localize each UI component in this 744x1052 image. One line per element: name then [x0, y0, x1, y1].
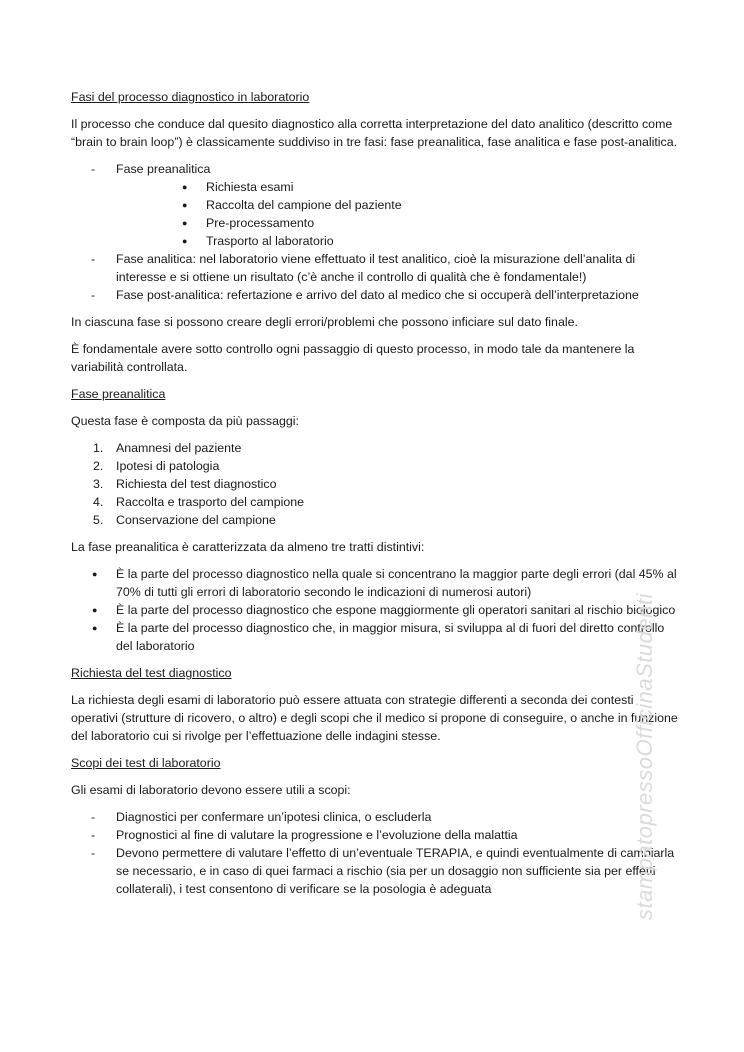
bullet-item-text: È la parte del processo diagnostico che, in maggior misura, si sviluppa al di fuori del diretto controllo del laboratorio: [116, 621, 665, 653]
phases-list: [71, 160, 683, 304]
number-marker: 3.: [93, 477, 104, 491]
dash-marker: -: [91, 288, 96, 302]
paragraph: Questa fase è composta da più passaggi:: [71, 414, 299, 428]
number-marker: 4.: [93, 495, 104, 509]
list-item-text: Fase preanalitica: [116, 162, 211, 176]
document-page: [71, 88, 683, 907]
number-marker: 2.: [93, 459, 104, 473]
list-item-text: Fase analitica: nel laboratorio viene effettuato il test analitico, cioè la misurazione dell’analita di interesse e si ottiene un risultato (c’è anche il controllo di qualità che è fondamentale!): [116, 252, 636, 284]
number-marker: 1.: [93, 441, 104, 455]
dash-marker: -: [91, 162, 96, 176]
bullet-item-text: È la parte del processo diagnostico che espone maggiormente gli operatori sanitari al rischio biologico: [116, 603, 676, 617]
paragraph: Gli esami di laboratorio devono essere utili a scopi:: [71, 783, 351, 797]
traits-list: [71, 565, 683, 655]
sub-list-item: [116, 214, 683, 232]
section-heading: Richiesta del test diagnostico: [71, 666, 232, 680]
sub-list-item-text: Pre-processamento: [206, 216, 315, 230]
watermark: stampatopressoOfficinaStudenti: [632, 593, 657, 920]
list-item-text: Diagnostici per confermare un’ipotesi clinica, o escluderla: [116, 810, 432, 824]
bullet-marker: ●: [182, 200, 188, 210]
paragraph: È fondamentale avere sotto controllo ogni passaggio di questo processo, in modo tale da mantenere la variabilità controllata.: [71, 342, 635, 374]
number-marker: 5.: [93, 513, 104, 527]
dash-marker: -: [91, 828, 96, 842]
bullet-item-text: È la parte del processo diagnostico nella quale si concentrano la maggior parte degli errori (dal 45% al 70% di tutti gli errori di laboratorio secondo le indicazioni di numerosi autori): [116, 567, 677, 599]
numbered-item-text: Conservazione del campione: [116, 513, 276, 527]
numbered-item-text: Richiesta del test diagnostico: [116, 477, 277, 491]
section-heading: Fasi del processo diagnostico in laboratorio: [71, 90, 310, 104]
sub-list-item: [116, 232, 683, 250]
numbered-item: [71, 493, 683, 511]
list-item: [71, 826, 683, 844]
sub-list-item-text: Richiesta esami: [206, 180, 294, 194]
numbered-item-text: Ipotesi di patologia: [116, 459, 220, 473]
list-item-text: Devono permettere di valutare l’effetto di un’eventuale TERAPIA, e quindi eventualmente di cambiarla se necessario, e in caso di quei farmaci a rischio (sia per un dosaggio non sufficiente sia per effetti collaterali), i test consentono di verificare se la posologia è adeguata: [116, 846, 675, 896]
bullet-item: [71, 619, 683, 655]
sub-list-item: [116, 196, 683, 214]
paragraph: La richiesta degli esami di laboratorio può essere attuata con strategie differenti a seconda dei contesti operativi (strutture di ricovero, o altro) e degli scopi che il medico si propone di conseguire, o anche in funzione del laboratorio cui si rivolge per l’effettuazione delle indagini stesse.: [71, 693, 678, 743]
paragraph: In ciascuna fase si possono creare degli errori/problemi che possono inficiare sul dato finale.: [71, 315, 578, 329]
list-item: [71, 844, 683, 898]
purposes-list: [71, 808, 683, 898]
list-item-text: Prognostici al fine di valutare la progressione e l’evoluzione della malattia: [116, 828, 518, 842]
numbered-item-text: Raccolta e trasporto del campione: [116, 495, 305, 509]
dash-marker: -: [91, 846, 96, 860]
list-item: [71, 286, 683, 304]
section-heading: Scopi dei test di laboratorio: [71, 756, 221, 770]
numbered-item: [71, 439, 683, 457]
section-heading: Fase preanalitica: [71, 387, 166, 401]
list-item: [71, 808, 683, 826]
list-item: [71, 250, 683, 286]
list-item: [71, 160, 683, 250]
sub-list-item-text: Raccolta del campione del paziente: [206, 198, 402, 212]
bullet-marker: ●: [182, 182, 188, 192]
bullet-item: [71, 601, 683, 619]
sub-list: [116, 178, 683, 250]
numbered-item: [71, 511, 683, 529]
sub-list-item-text: Trasporto al laboratorio: [206, 234, 334, 248]
bullet-marker: ●: [182, 218, 188, 228]
numbered-item: [71, 457, 683, 475]
numbered-item: [71, 475, 683, 493]
bullet-item: [71, 565, 683, 601]
bullet-marker: ●: [92, 605, 98, 615]
dash-marker: -: [91, 810, 96, 824]
list-item-text: Fase post-analitica: refertazione e arrivo del dato al medico che si occuperà dell’interpretazione: [116, 288, 639, 302]
bullet-marker: ●: [92, 623, 98, 633]
numbered-item-text: Anamnesi del paziente: [116, 441, 242, 455]
sub-list-item: [116, 178, 683, 196]
dash-marker: -: [91, 252, 96, 266]
bullet-marker: ●: [92, 569, 98, 579]
bullet-marker: ●: [182, 236, 188, 246]
steps-list: [71, 439, 683, 529]
paragraph: Il processo che conduce dal quesito diagnostico alla corretta interpretazione del dato analitico (descritto come “brain to brain loop”) è classicamente suddiviso in tre fasi: fase preanalitica, fase analitica e fase post-analitica.: [71, 117, 678, 149]
paragraph: La fase preanalitica è caratterizzata da almeno tre tratti distintivi:: [71, 540, 425, 554]
